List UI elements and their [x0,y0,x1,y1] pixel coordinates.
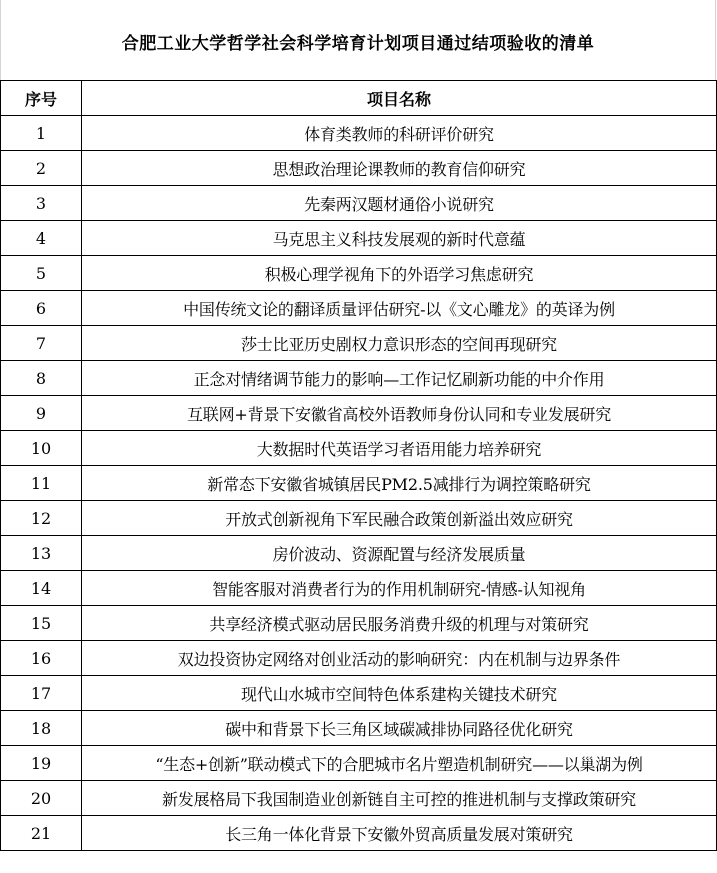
table-row [1,466,717,501]
table-row [1,291,717,326]
cell-serial-number[interactable]: 15 [1,606,82,641]
cell-project-name[interactable]: 马克思主义科技发展观的新时代意蕴 [82,221,717,256]
cell-project-name[interactable]: 莎士比亚历史剧权力意识形态的空间再现研究 [82,326,717,361]
cell-project-name[interactable]: 互联网+背景下安徽省高校外语教师身份认同和专业发展研究 [82,396,717,431]
cell-serial-number[interactable]: 21 [1,816,82,851]
table-row [1,536,717,571]
cell-serial-number[interactable]: 14 [1,571,82,606]
table-row [1,396,717,431]
table-row [1,781,717,816]
table-row [1,571,717,606]
cell-serial-number[interactable]: 4 [1,221,82,256]
cell-project-name[interactable]: 现代山水城市空间特色体系建构关键技术研究 [82,676,717,711]
table-row [1,256,717,291]
cell-serial-number[interactable]: 9 [1,396,82,431]
table-row [1,816,717,851]
cell-serial-number[interactable]: 12 [1,501,82,536]
cell-project-name[interactable]: 碳中和背景下长三角区域碳减排协同路径优化研究 [82,711,717,746]
cell-serial-number[interactable]: 20 [1,781,82,816]
cell-serial-number[interactable]: 16 [1,641,82,676]
header-cell-name[interactable]: 项目名称 [82,81,717,116]
cell-serial-number[interactable]: 5 [1,256,82,291]
project-table [0,80,717,851]
table-row [1,361,717,396]
cell-serial-number[interactable]: 7 [1,326,82,361]
table-row [1,326,717,361]
cell-project-name[interactable]: 体育类教师的科研评价研究 [82,116,717,151]
cell-project-name[interactable]: 智能客服对消费者行为的作用机制研究-情感-认知视角 [82,571,717,606]
cell-serial-number[interactable]: 8 [1,361,82,396]
cell-project-name[interactable]: 先秦两汉题材通俗小说研究 [82,186,717,221]
table-row [1,431,717,466]
cell-serial-number[interactable]: 11 [1,466,82,501]
page-title: 合肥工业大学哲学社会科学培育计划项目通过结项验收的清单 [121,33,595,54]
cell-project-name[interactable]: 思想政治理论课教师的教育信仰研究 [82,151,717,186]
cell-serial-number[interactable]: 17 [1,676,82,711]
table-row [1,711,717,746]
cell-project-name[interactable]: “生态+创新”联动模式下的合肥城市名片塑造机制研究——以巢湖为例 [82,746,717,781]
table-row [1,676,717,711]
cell-project-name[interactable]: 双边投资协定网络对创业活动的影响研究：内在机制与边界条件 [82,641,717,676]
table-row [1,501,717,536]
cell-serial-number[interactable]: 18 [1,711,82,746]
cell-serial-number[interactable]: 3 [1,186,82,221]
cell-project-name[interactable]: 积极心理学视角下的外语学习焦虑研究 [82,256,717,291]
cell-project-name[interactable]: 开放式创新视角下军民融合政策创新溢出效应研究 [82,501,717,536]
table-row [1,116,717,151]
title-cell[interactable] [0,0,716,80]
cell-project-name[interactable]: 新发展格局下我国制造业创新链自主可控的推进机制与支撑政策研究 [82,781,717,816]
table-row [1,221,717,256]
cell-project-name[interactable]: 长三角一体化背景下安徽外贸高质量发展对策研究 [82,816,717,851]
cell-serial-number[interactable]: 13 [1,536,82,571]
table-row [1,606,717,641]
cell-serial-number[interactable]: 1 [1,116,82,151]
header-cell-no[interactable]: 序号 [1,81,82,116]
cell-serial-number[interactable]: 6 [1,291,82,326]
cell-project-name[interactable]: 共享经济模式驱动居民服务消费升级的机理与对策研究 [82,606,717,641]
cell-project-name[interactable]: 新常态下安徽省城镇居民PM2.5减排行为调控策略研究 [82,466,717,501]
cell-serial-number[interactable]: 2 [1,151,82,186]
cell-project-name[interactable]: 房价波动、资源配置与经济发展质量 [82,536,717,571]
table-row [1,186,717,221]
cell-serial-number[interactable]: 10 [1,431,82,466]
cell-project-name[interactable]: 大数据时代英语学习者语用能力培养研究 [82,431,717,466]
table-row [1,746,717,781]
cell-serial-number[interactable]: 19 [1,746,82,781]
table-row [1,641,717,676]
cell-project-name[interactable]: 中国传统文论的翻译质量评估研究-以《文心雕龙》的英译为例 [82,291,717,326]
table-row [1,151,717,186]
cell-project-name[interactable]: 正念对情绪调节能力的影响—工作记忆刷新功能的中介作用 [82,361,717,396]
header-row [1,81,717,116]
